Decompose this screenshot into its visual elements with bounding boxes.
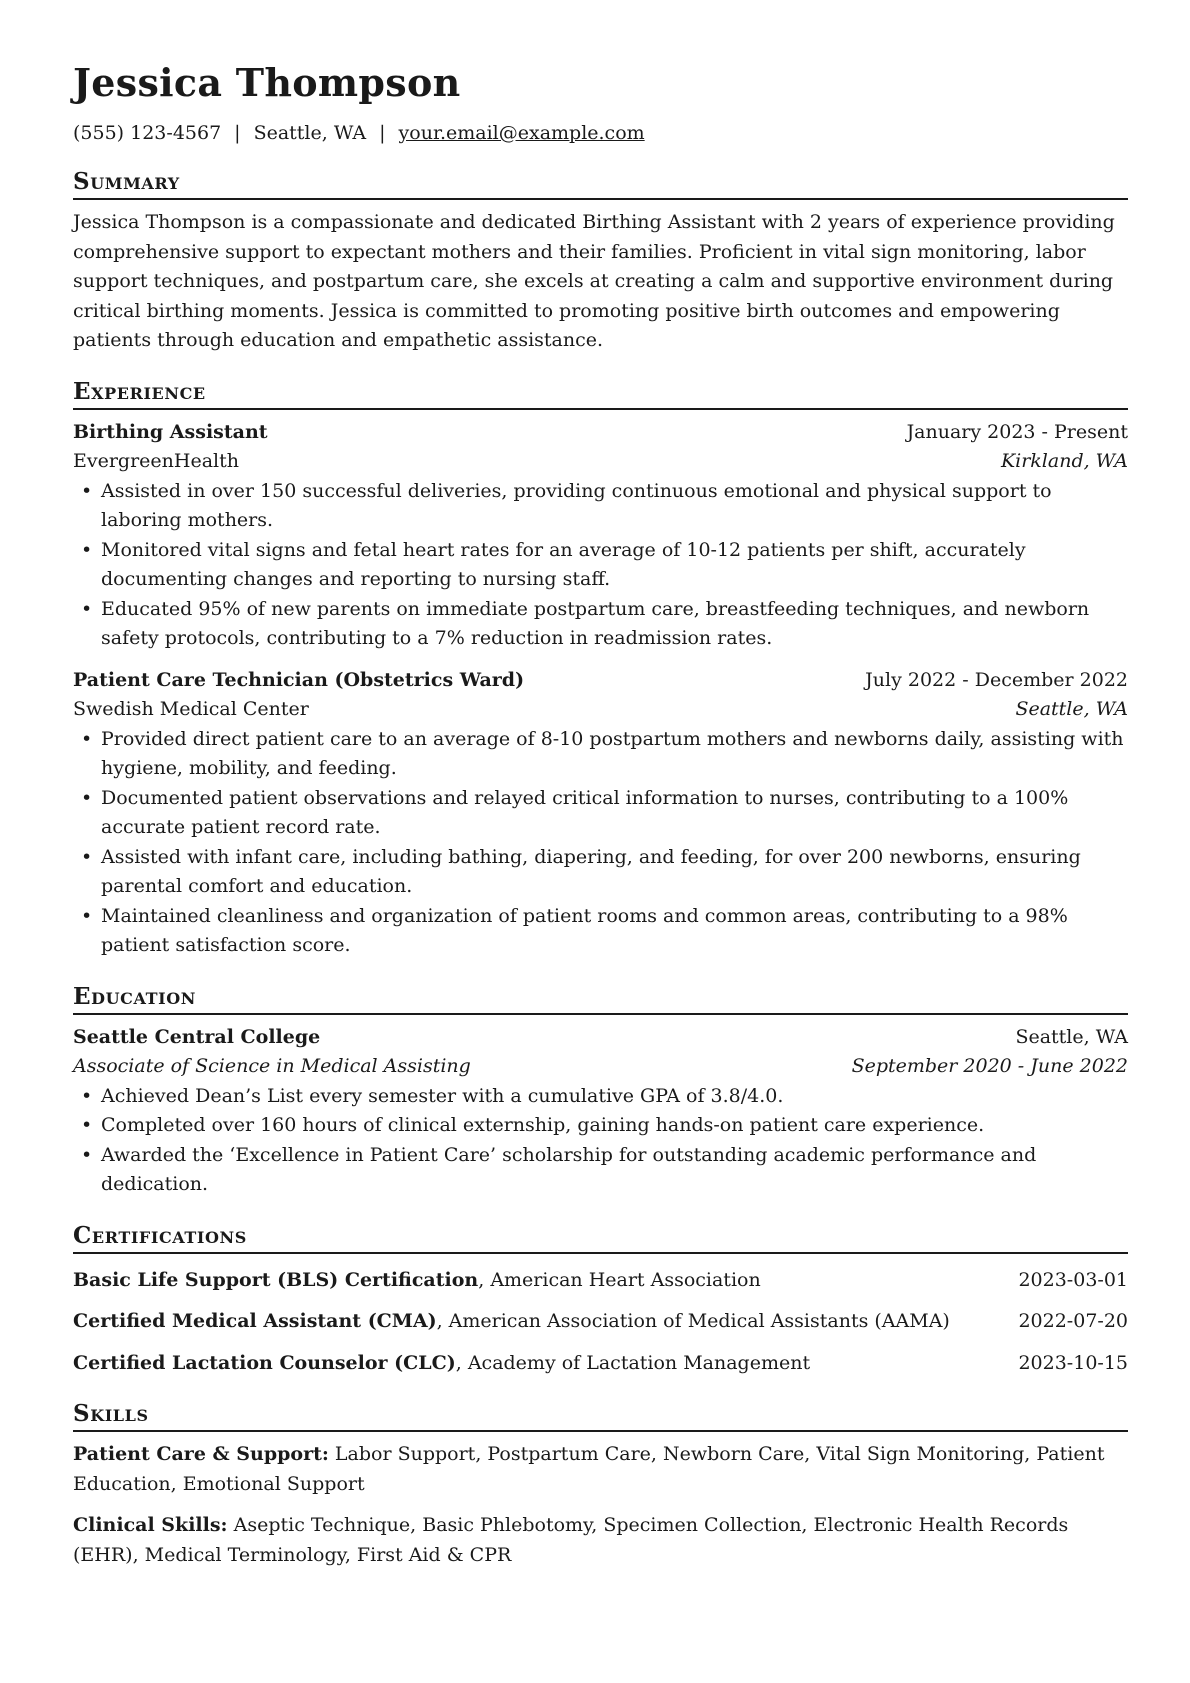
education-dates: September 2020 - June 2022 [851, 1055, 1128, 1077]
contact-separator: | [234, 122, 241, 144]
school-location: Seattle, WA [1015, 1025, 1128, 1048]
list-item: • Assisted with infant care, including bathing, diapering, and feeding, for over 200 newborns, ensuring parental comfort and education. [73, 843, 1128, 902]
section-title-skills: Skills [73, 1400, 1128, 1432]
list-item: • Awarded the ‘Excellence in Patient Care’ scholarship for outstanding academic performance and dedication. [73, 1141, 1128, 1200]
education-bullets [73, 1082, 1128, 1200]
skill-group-items: Aseptic Technique, Basic Phlebotomy, Specimen Collection, Electronic Health Records (EHR), Medical Terminology, First Aid & CPR [73, 1514, 1069, 1566]
list-item: • Educated 95% of new parents on immediate postpartum care, breastfeeding techniques, and newborn safety protocols, contributing to a 7% reduction in readmission rates. [73, 595, 1128, 654]
section-title-education: Education [73, 983, 1128, 1015]
job-bullets [73, 725, 1128, 961]
skills-section [73, 1400, 1128, 1570]
email-link[interactable]: your.email@example.com [398, 122, 645, 144]
certification-name: Basic Life Support (BLS) Certification [73, 1268, 479, 1291]
job-dates: January 2023 - Present [906, 420, 1128, 443]
certification-date: 2023-03-01 [1018, 1268, 1128, 1291]
job-role: Patient Care Technician (Obstetrics Ward) [73, 668, 525, 691]
certification-item [73, 1307, 1128, 1337]
section-title-experience: Experience [73, 378, 1128, 410]
skill-group-label: Clinical Skills: [73, 1514, 228, 1536]
school-name: Seattle Central College [73, 1025, 321, 1048]
certification-name: Certified Medical Assistant (CMA) [73, 1310, 437, 1332]
skill-group-items: Labor Support, Postpartum Care, Newborn Care, Vital Sign Monitoring, Patient Education, Emotional Support [73, 1443, 1105, 1495]
contact-separator: | [379, 122, 386, 144]
skill-group-label: Patient Care & Support: [73, 1443, 329, 1465]
list-item: • Maintained cleanliness and organization of patient rooms and common areas, contributing to a 98% patient satisfaction score. [73, 902, 1128, 961]
experience-section [73, 378, 1128, 961]
job-location: Kirkland, WA [1000, 450, 1128, 472]
job-location: Seattle, WA [1015, 698, 1128, 720]
certification-issuer: , Academy of Lactation Management [455, 1351, 811, 1374]
job-bullets [73, 477, 1128, 654]
summary-section [73, 168, 1128, 356]
certification-date: 2022-07-20 [1018, 1310, 1128, 1332]
education-section [73, 983, 1128, 1200]
job-dates: July 2022 - December 2022 [865, 668, 1128, 691]
resume-page [73, 60, 1128, 1570]
section-title-certifications: Certifications [73, 1222, 1128, 1254]
job-entry [73, 418, 1128, 654]
education-entry [73, 1023, 1128, 1200]
skill-group [73, 1511, 1128, 1570]
list-item: • Documented patient observations and relayed critical information to nurses, contributing to a 100% accurate patient record rate. [73, 784, 1128, 843]
certification-issuer: , American Heart Association [478, 1268, 761, 1291]
contact-line [73, 120, 1128, 146]
section-title-summary: Summary [73, 168, 1128, 200]
certification-item [73, 1349, 1128, 1379]
job-company: Swedish Medical Center [73, 698, 309, 720]
certification-item [73, 1266, 1128, 1296]
job-company: EvergreenHealth [73, 450, 239, 472]
job-role: Birthing Assistant [73, 420, 268, 443]
list-item: • Monitored vital signs and fetal heart rates for an average of 10-12 patients per shift, accurately documenting changes and reporting to nursing staff. [73, 536, 1128, 595]
phone-number: (555) 123-4567 [73, 122, 222, 144]
list-item: • Completed over 160 hours of clinical externship, gaining hands-on patient care experience. [73, 1111, 1128, 1141]
certification-date: 2023-10-15 [1018, 1351, 1128, 1374]
certification-issuer: , American Association of Medical Assistants (AAMA) [436, 1310, 950, 1332]
skill-group [73, 1440, 1128, 1499]
job-entry [73, 666, 1128, 961]
candidate-name: Jessica Thompson [73, 60, 461, 105]
certification-name: Certified Lactation Counselor (CLC) [73, 1351, 456, 1374]
list-item: • Provided direct patient care to an average of 8-10 postpartum mothers and newborns daily, assisting with hygiene, mobility, and feeding. [73, 725, 1128, 784]
degree-name: Associate of Science in Medical Assisting [73, 1055, 471, 1077]
list-item: • Assisted in over 150 successful deliveries, providing continuous emotional and physical support to laboring mothers. [73, 477, 1128, 536]
summary-text: Jessica Thompson is a compassionate and dedicated Birthing Assistant with 2 years of experience providing comprehensive support to expectant mothers and their families. Proficient in vital sign monitoring, labor support techniques, and postpartum care, she excels at creating a calm and supportive environment during critical birthing moments. Jessica is committed to promoting positive birth outcomes and empowering patients through education and empathetic assistance. [73, 211, 1115, 351]
certifications-section [73, 1222, 1128, 1379]
location: Seattle, WA [253, 122, 367, 144]
list-item: • Achieved Dean’s List every semester with a cumulative GPA of 3.8/4.0. [73, 1082, 1128, 1112]
